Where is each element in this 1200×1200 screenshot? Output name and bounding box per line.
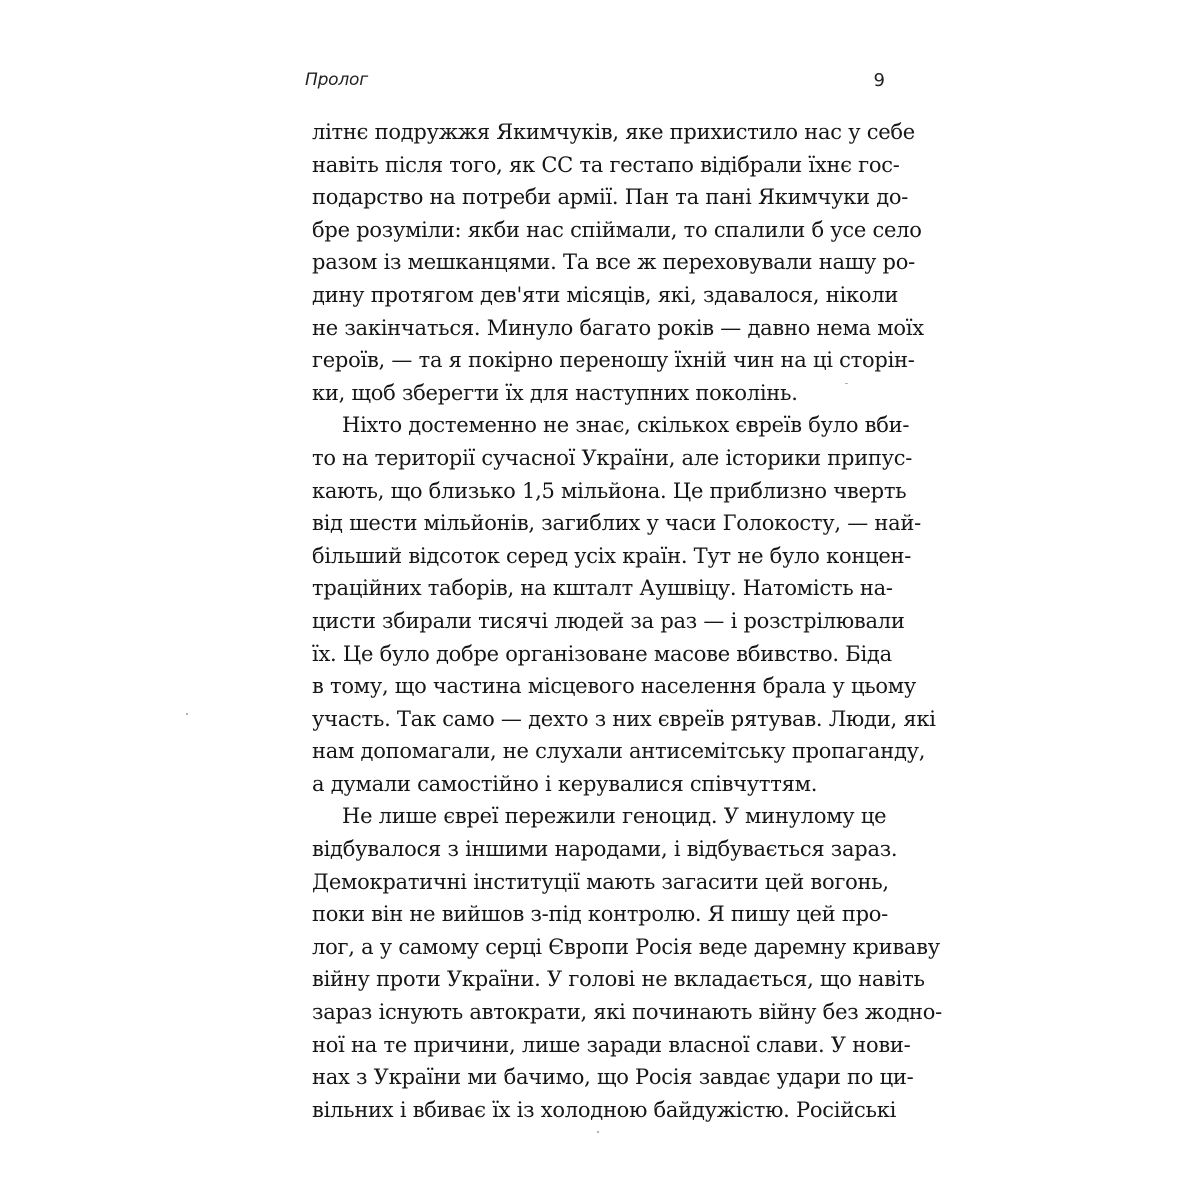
text-line: не закінчаться. Минуло багато років — давно нема моїх bbox=[312, 315, 924, 340]
text-line: цисти збирали тисячі людей за раз — і розстрілювали bbox=[312, 608, 905, 633]
text-line: нам допомагали, не слухали антисемітську пропаганду, bbox=[312, 739, 926, 764]
text-line: бре розуміли: якби нас спіймали, то спалили б усе село bbox=[312, 217, 922, 242]
text-line: Не лише євреї пережили геноцид. У минулому це bbox=[342, 804, 887, 829]
text-line: їх. Це було добре організоване масове вбивство. Біда bbox=[312, 641, 892, 666]
paper-speck bbox=[597, 1131, 599, 1133]
paper-speck bbox=[186, 713, 188, 715]
text-line: війну проти України. У голові не вкладається, що навіть bbox=[312, 967, 925, 992]
text-line: Ніхто достеменно не знає, скількох євреїв було вби- bbox=[342, 413, 910, 438]
text-line: дину протягом дев'яти місяців, які, здавалося, ніколи bbox=[312, 282, 899, 307]
text-line: разом із мешканцями. Та все ж переховували нашу ро- bbox=[312, 250, 915, 275]
text-line: Демократичні інституції мають загасити цей вогонь, bbox=[312, 869, 889, 894]
body-text bbox=[312, 116, 943, 1126]
text-line: більший відсоток серед усіх країн. Тут не було концен- bbox=[312, 543, 912, 568]
text-line: подарство на потреби армії. Пан та пані Якимчуки до- bbox=[312, 185, 909, 210]
text-line: від шести мільйонів, загиблих у часи Голокосту, — най- bbox=[312, 511, 922, 536]
paragraph bbox=[312, 800, 943, 1126]
paragraph bbox=[312, 409, 936, 800]
text-line: поки він не вийшов з-під контролю. Я пишу цей про- bbox=[312, 902, 889, 927]
text-line: а думали самостійно і керувалися співчуттям. bbox=[312, 771, 818, 796]
running-title: Пролог bbox=[305, 70, 368, 90]
text-line: нах з України ми бачимо, що Росія завдає удари по ци- bbox=[312, 1065, 914, 1090]
text-line: вільних і вбиває їх із холодною байдужістю. Російські bbox=[312, 1097, 897, 1122]
text-line: літнє подружжя Якимчуків, яке прихистило нас у себе bbox=[312, 120, 915, 144]
text-line: ної на те причини, лише заради власної слави. У нови- bbox=[312, 1032, 911, 1057]
text-line: участь. Так само — дехто з них євреїв рятував. Люди, які bbox=[312, 706, 936, 731]
text-line: зараз існують автократи, які починають війну без жодно- bbox=[312, 1000, 943, 1025]
text-line: траційних таборів, на кшталт Аушвіцу. Натомість на- bbox=[312, 576, 893, 601]
text-line: навіть після того, як СС та гестапо відібрали їхнє гос- bbox=[312, 152, 900, 177]
running-head bbox=[305, 70, 885, 98]
page-number: 9 bbox=[873, 70, 885, 91]
paper-speck bbox=[845, 383, 848, 384]
text-line: кають, що близько 1,5 мільйона. Це приблизно чверть bbox=[312, 478, 907, 503]
text-line: в тому, що частина місцевого населення брала у цьому bbox=[312, 674, 916, 699]
text-line: відбувалося з іншими народами, і відбувається зараз. bbox=[312, 837, 898, 862]
text-line: героїв, — та я покірно переношу їхній чин на ці сторін- bbox=[312, 348, 915, 373]
text-line: ки, щоб зберегти їх для наступних поколінь. bbox=[312, 380, 798, 405]
text-line: лог, а у самому серці Європи Росія веде даремну криваву bbox=[312, 934, 940, 959]
paragraph bbox=[312, 116, 924, 409]
text-line: то на території сучасної України, але історики припус- bbox=[312, 445, 913, 470]
